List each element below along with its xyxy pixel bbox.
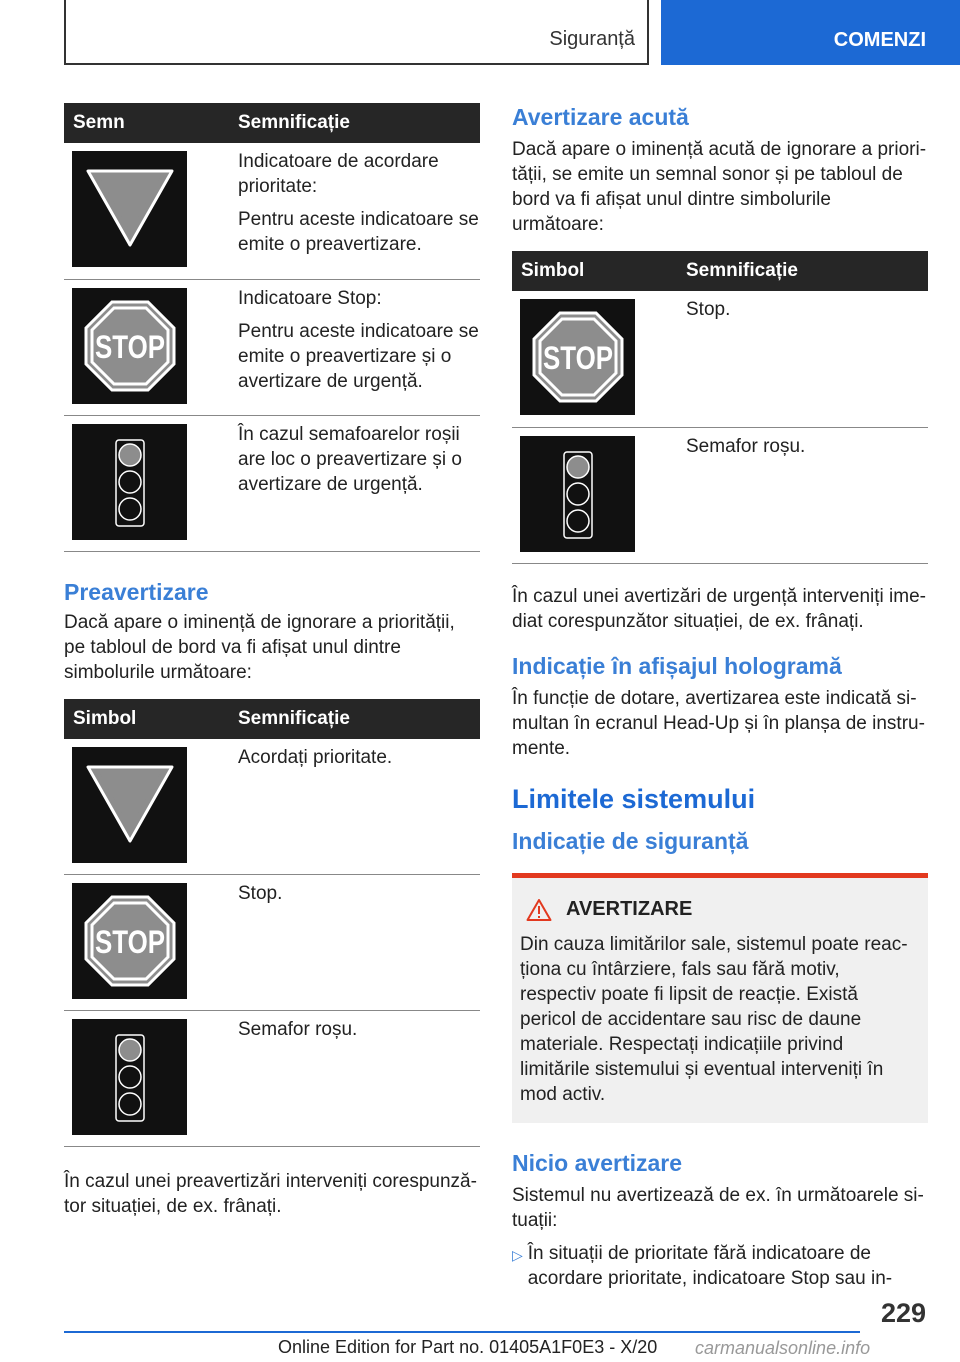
yield-sign-icon [72, 151, 187, 267]
bullet-triangle-icon: ▷ [512, 1246, 523, 1263]
traffic-light-icon [72, 424, 187, 540]
row-text: Pentru aceste indicatoare se emite o preavertizare. [238, 209, 479, 255]
table-header-symbol: Simbol [512, 251, 676, 291]
row-text: Indicatoare de acordare prioritate: [238, 151, 439, 197]
footer-edition-text: Online Edition for Part no. 01405A1F0E3 - X/20 [278, 1337, 658, 1357]
safety-note-heading: Indicație de siguranță [512, 827, 749, 854]
warning-box [512, 873, 928, 1123]
acute-warning-heading: Avertizare acută [512, 104, 689, 130]
footer-divider [64, 1331, 860, 1333]
row-text: Stop. [686, 299, 731, 320]
acute-warning-text: Dacă apare o iminență acută de ignorare a priorității, se emite un semnal sonor și pe tabloul de bord va fi afișat unul dintre simbolurile următoare: [512, 139, 927, 235]
pre-symbols-table [64, 699, 480, 1148]
watermark: carmanualsonline.info [695, 1338, 871, 1358]
header-section-title: Siguranță [549, 28, 635, 50]
warning-triangle-icon [526, 898, 552, 922]
preavertizare-text: Dacă apare o iminență de ignorare a priorității, pe tabloul de bord va fi afișat unul dintre simbolurile următoare: [64, 611, 455, 683]
table-row [64, 415, 480, 551]
row-text: Stop. [238, 883, 283, 904]
table-row [64, 739, 480, 875]
table-row [64, 143, 480, 279]
table-row [64, 875, 480, 1011]
list-item [512, 1241, 928, 1291]
row-text: Semafor roșu. [238, 1019, 358, 1040]
table-row [512, 427, 928, 563]
warning-title [526, 898, 918, 922]
row-text: Pentru aceste indicatoare se emite o preavertizare și o avertizare de urgență. [238, 320, 479, 392]
stop-sign-icon [520, 299, 635, 415]
header-tab-label: COMENZI [833, 29, 926, 51]
traffic-light-icon [72, 1019, 187, 1135]
list-item-text: În situații de prioritate fără indicatoare de acordare prioritate, indicatoare Stop sau in- [527, 1242, 893, 1289]
stop-sign-icon [72, 288, 187, 404]
traffic-light-icon [520, 436, 635, 552]
warning-title-text: AVERTIZARE [566, 898, 693, 920]
page-number: 229 [880, 1298, 926, 1328]
no-warning-heading: Nicio avertizare [512, 1149, 683, 1176]
stop-sign-icon [72, 883, 187, 999]
system-limits-heading: Limitele sistemului [512, 783, 756, 814]
yield-sign-icon [72, 747, 187, 863]
left-column [64, 103, 480, 1219]
preavertizare-heading: Preavertizare [64, 578, 209, 605]
hologram-text: În funcție de dotare, avertizarea este indicată simultan în ecranul Head-Up și în planșa de instrumente. [512, 687, 925, 759]
table-row [512, 291, 928, 427]
table-header-meaning: Semnificație [228, 103, 480, 143]
table-header-symbol: Simbol [64, 699, 228, 739]
header-tab[interactable] [661, 0, 960, 65]
row-text: Indicatoare Stop: [238, 287, 382, 309]
right-column [512, 103, 928, 1291]
warning-text: Din cauza limitărilor sale, sistemul poate reacționa cu întârziere, fals sau fără motiv, respectiv poate fi lipsit de reacție. Există pericol de accidentare sau risc de daune materiale. Respectați indicațiile privind limitările sistemului și eventual interveniți în mod activ. [520, 933, 908, 1105]
urgent-action-text: În cazul unei avertizări de urgență interveniți imediat corespunzător situației, de ex. frânați. [512, 585, 926, 632]
preavertizare-action-text: În cazul unei preavertizări interveniți corespunzător situației, de ex. frânați. [64, 1171, 477, 1217]
row-text: Semafor roșu. [686, 435, 806, 457]
row-text: În cazul semafoarelor roșii are loc o preavertizare și o avertizare de urgență. [238, 423, 462, 495]
no-warning-text: Sistemul nu avertizează de ex. în următoarele situații: [512, 1184, 924, 1231]
header-section-box [64, 0, 649, 65]
hologram-heading: Indicație în afișajul hologramă [512, 652, 842, 679]
signs-table [64, 103, 480, 552]
acute-symbols-table [512, 251, 928, 564]
table-row [64, 279, 480, 415]
table-header-sign: Semn [64, 103, 228, 143]
table-row [64, 1011, 480, 1147]
row-text: Acordați prioritate. [238, 746, 393, 768]
table-header-meaning: Semnificație [676, 251, 928, 291]
table-header-meaning: Semnificație [228, 699, 480, 739]
